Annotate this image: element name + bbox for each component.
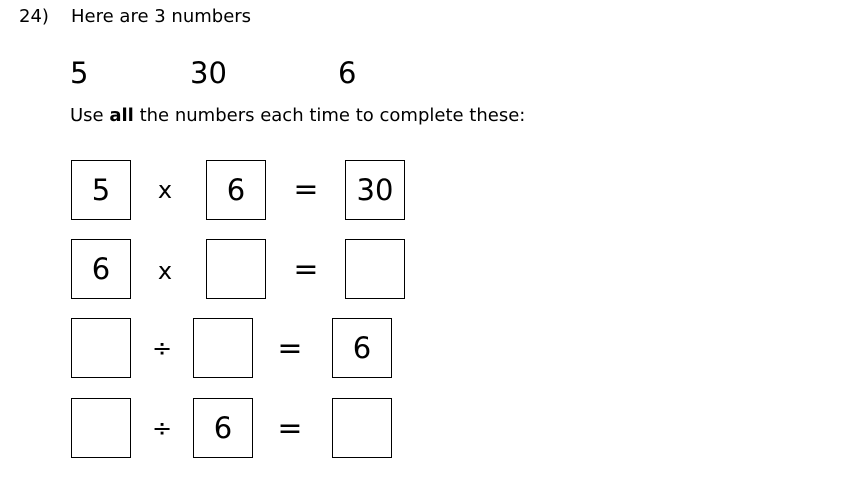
instruction-after: the numbers each time to complete these: [133,105,526,126]
answer-box-operand-a[interactable] [71,398,131,458]
given-number-1: 5 [70,56,89,90]
equals-sign: = [293,252,319,287]
divide-sign: ÷ [151,414,173,442]
question-number: 24) [19,6,49,27]
equals-sign: = [293,172,319,207]
given-number-3: 6 [338,56,357,90]
divide-sign: ÷ [151,334,173,362]
answer-box-operand-a[interactable]: 5 [71,160,131,220]
answer-box-result[interactable] [332,398,392,458]
answer-box-operand-b[interactable] [193,318,253,378]
given-number-2: 30 [190,56,227,90]
multiply-sign: x [157,257,173,285]
equals-sign: = [277,331,303,366]
answer-box-operand-a[interactable]: 6 [71,239,131,299]
question-intro: Here are 3 numbers [71,6,252,27]
instruction-bold: all [109,105,134,126]
answer-box-operand-b[interactable]: 6 [206,160,266,220]
answer-box-operand-a[interactable] [71,318,131,378]
answer-box-result[interactable]: 6 [332,318,392,378]
instruction [70,105,525,126]
answer-box-operand-b[interactable]: 6 [193,398,253,458]
instruction-before: Use [70,105,110,126]
equals-sign: = [277,411,303,446]
answer-box-result[interactable] [345,239,405,299]
answer-box-operand-b[interactable] [206,239,266,299]
answer-box-result[interactable]: 30 [345,160,405,220]
multiply-sign: x [157,176,173,204]
